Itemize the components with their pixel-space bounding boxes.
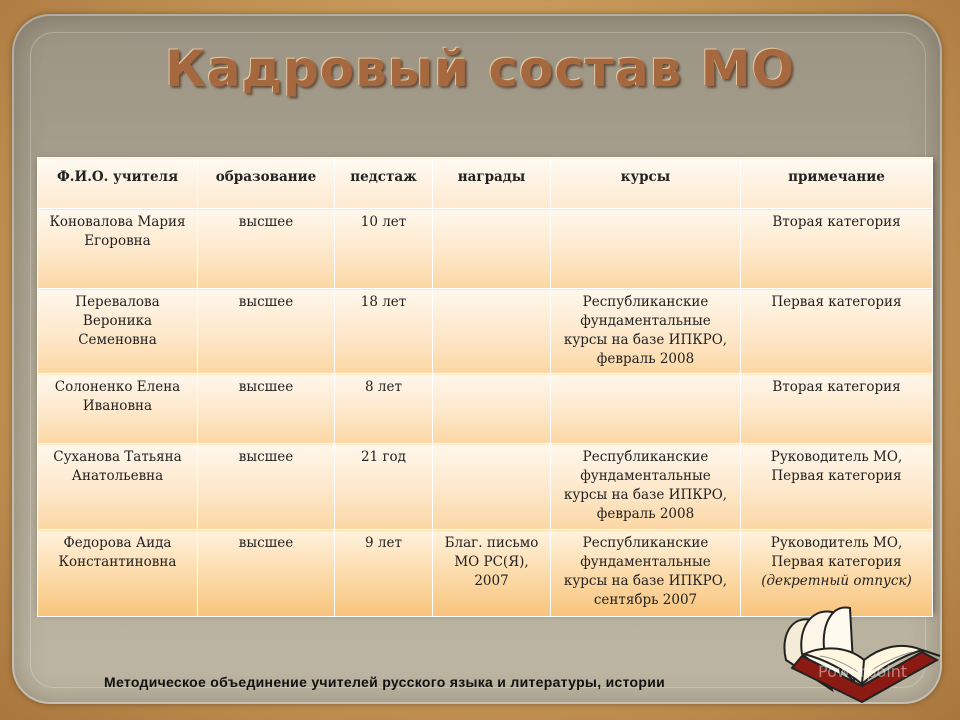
cell-education: высшее	[198, 444, 335, 530]
watermark: Powerpoint	[818, 662, 908, 681]
footer-caption: Методическое объединение учителей русского языка и литературы, истории	[104, 674, 666, 690]
note-text: Руководитель МО, Первая категория	[770, 535, 903, 570]
note-italic-text: (декретный отпуск)	[761, 573, 912, 589]
cell-experience: 21 год	[335, 444, 433, 530]
header-name: Ф.И.О. учителя	[38, 158, 198, 209]
header-courses: курсы	[551, 158, 741, 209]
cell-experience: 18 лет	[335, 289, 433, 374]
cell-courses: Республиканские фундаментальные курсы на базе ИПКРО, февраль 2008	[551, 289, 741, 374]
cell-education: высшее	[198, 374, 335, 444]
header-awards: награды	[433, 158, 551, 209]
cell-awards	[433, 444, 551, 530]
cell-note	[741, 444, 933, 530]
header-education: образование	[198, 158, 335, 209]
note-text: Вторая категория	[772, 379, 901, 395]
cell-education: высшее	[198, 209, 335, 289]
cell-courses: Республиканские фундаментальные курсы на базе ИПКРО, февраль 2008	[551, 444, 741, 530]
staff-table-container	[37, 157, 932, 611]
cell-education: высшее	[198, 530, 335, 617]
cell-experience: 10 лет	[335, 209, 433, 289]
header-note: примечание	[741, 158, 933, 209]
cell-name: Федорова Аида Константиновна	[38, 530, 198, 617]
cell-courses: Республиканские фундаментальные курсы на базе ИПКРО, сентябрь 2007	[551, 530, 741, 617]
cell-awards	[433, 209, 551, 289]
cell-education: высшее	[198, 289, 335, 374]
cell-name: Перевалова Вероника Семеновна	[38, 289, 198, 374]
cell-name: Суханова Татьяна Анатольевна	[38, 444, 198, 530]
note-text: Вторая категория	[772, 214, 901, 230]
table-row	[38, 444, 933, 530]
cell-courses	[551, 209, 741, 289]
open-book-icon	[772, 590, 952, 710]
cell-experience: 8 лет	[335, 374, 433, 444]
cell-note	[741, 209, 933, 289]
staff-table	[37, 157, 933, 617]
table-row	[38, 209, 933, 289]
slide-title: Кадровый состав МО	[164, 40, 796, 98]
cell-courses	[551, 374, 741, 444]
cell-name: Солоненко Елена Ивановна	[38, 374, 198, 444]
cell-name: Коноваловa Мария Егоровна	[38, 209, 198, 289]
table-row	[38, 374, 933, 444]
cell-awards: Благ. письмо МО РС(Я), 2007	[433, 530, 551, 617]
cell-awards	[433, 289, 551, 374]
cell-note	[741, 374, 933, 444]
note-text: Руководитель МО, Первая категория	[770, 449, 903, 484]
cell-note	[741, 289, 933, 374]
table-header-row	[38, 158, 933, 209]
cell-awards	[433, 374, 551, 444]
cell-experience: 9 лет	[335, 530, 433, 617]
header-experience: педстаж	[335, 158, 433, 209]
note-text: Первая категория	[771, 294, 902, 310]
table-row	[38, 289, 933, 374]
